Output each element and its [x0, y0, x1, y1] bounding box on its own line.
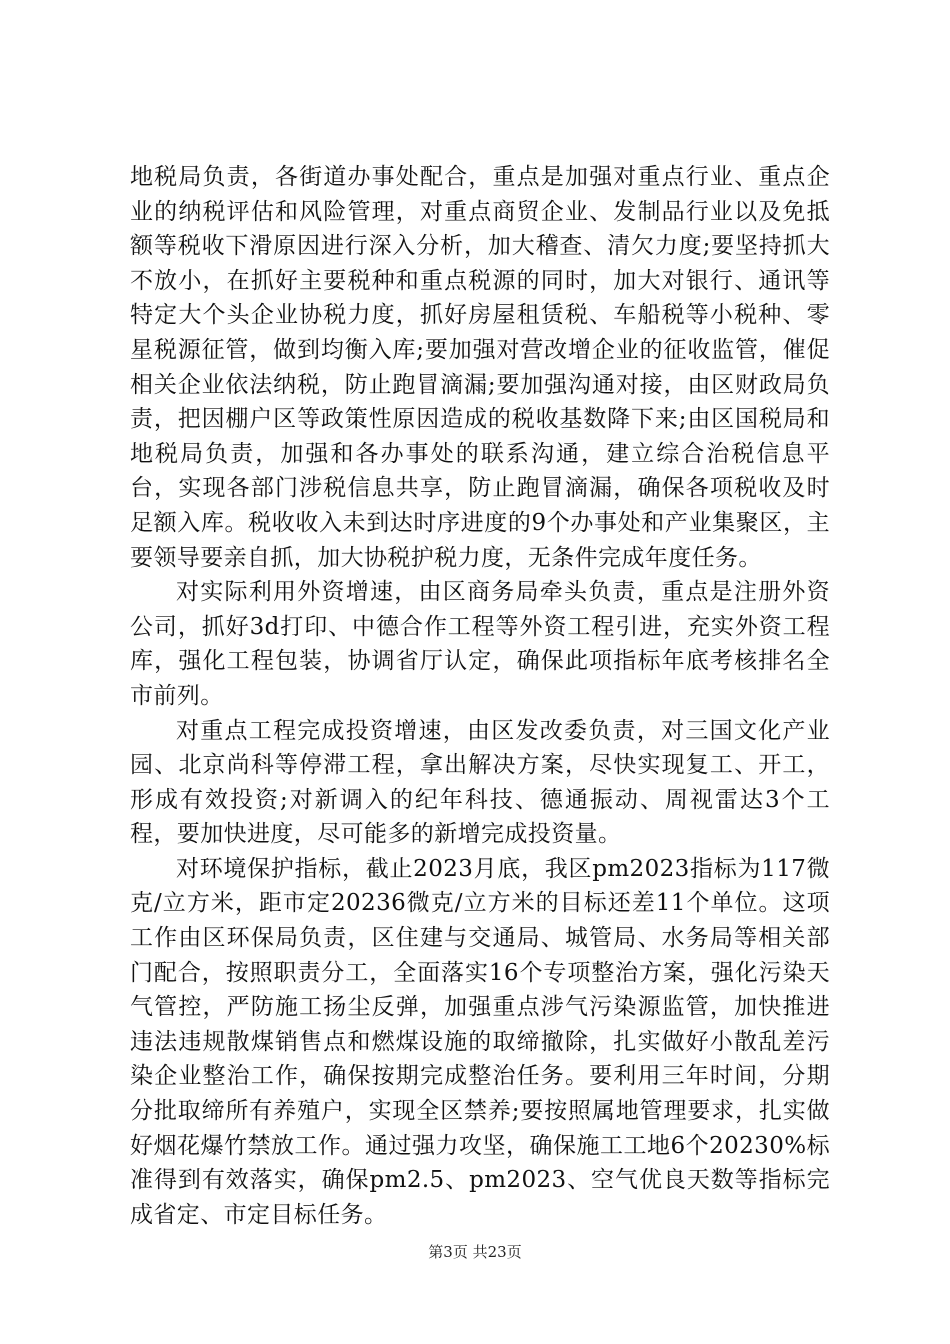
paragraph-environmental-protection: 对环境保护指标，截止2023月底，我区pm2023指标为117微克/立方米，距市定20236微克/立方米的目标还差11个单位。这项工作由区环保局负责，区住建与交通局、城管局、水务局等相关部门配合，按照职责分工，全面落实16个专项整治方案，强化污染天气管控，严防施工扬尘反弹，加强重点涉气污染源监管，加快推进违法违规散煤销售点和燃煤设施的取缔撤除，扎实做好小散乱差污染企业整治工作，确保按期完成整治任务。要利用三年时间，分期分批取缔所有养殖户，实现全区禁养;要按照属地管理要求，扎实做好烟花爆竹禁放工作。通过强力攻坚，确保施工工地6个20230%标准得到有效落实，确保pm2.5、pm2023、空气优良天数等指标完成省定、市定目标任务。 — [130, 855, 830, 1228]
document-body — [130, 160, 830, 1232]
paragraph-key-projects: 对重点工程完成投资增速，由区发改委负责，对三国文化产业园、北京尚科等停滞工程，拿出解决方案，尽快实现复工、开工，形成有效投资;对新调入的纪年科技、德通振动、周视雷达3个工程，要加快进度，尽可能多的新增完成投资量。 — [130, 717, 830, 848]
paragraph-foreign-investment: 对实际利用外资增速，由区商务局牵头负责，重点是注册外资公司，抓好3d打印、中德合作工程等外资工程引进，充实外资工程库，强化工程包装，协调省厅认定，确保此项指标年底考核排名全市前列。 — [130, 579, 830, 709]
paragraph-tax-collection: 地税局负责，各街道办事处配合，重点是加强对重点行业、重点企业的纳税评估和风险管理，对重点商贸企业、发制品行业以及免抵额等税收下滑原因进行深入分析，加大稽查、清欠力度;要坚持抓大不放小，在抓好主要税种和重点税源的同时，加大对银行、通讯等特定大个头企业协税力度，抓好房屋租赁税、车船税等小税种、零星税源征管，做到均衡入库;要加强对营改增企业的征收监管，催促相关企业依法纳税，防止跑冒滴漏;要加强沟通对接，由区财政局负责，把因棚户区等政策性原因造成的税收基数降下来;由区国税局和地税局负责，加强和各办事处的联系沟通，建立综合治税信息平台，实现各部门涉税信息共享，防止跑冒滴漏，确保各项税收及时足额入库。税收收入未到达时序进度的9个办事处和产业集聚区，主要领导要亲自抓，加大协税护税力度，无条件完成年度任务。 — [130, 164, 830, 571]
page-number-footer: 第3页 共23页 — [428, 1243, 522, 1261]
